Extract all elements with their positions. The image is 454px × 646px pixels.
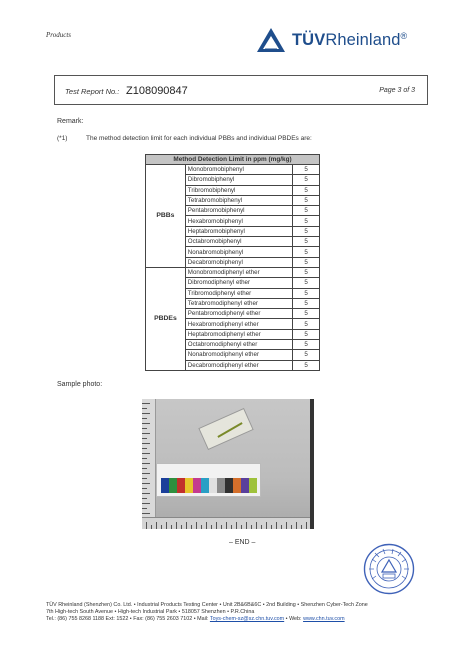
ruler-tick	[221, 525, 222, 529]
substance-cell: Pentabromodiphenyl ether	[185, 309, 293, 319]
logo-mark: ®	[400, 30, 408, 41]
ruler-tick	[142, 448, 147, 449]
limit-cell: 5	[293, 257, 320, 267]
limit-cell: 5	[293, 278, 320, 288]
limit-cell: 5	[293, 360, 320, 370]
substance-cell: Heptabromobiphenyl	[185, 226, 293, 236]
logo-wordmark	[292, 31, 407, 50]
photo-edge	[310, 399, 314, 529]
limit-cell: 5	[293, 329, 320, 339]
ruler-tick	[142, 443, 150, 444]
ruler-tick	[216, 522, 217, 529]
ruler-tick	[142, 488, 147, 489]
tuv-triangle-icon	[256, 27, 286, 53]
group-name-cell: PBBs	[146, 165, 186, 268]
ruler-tick	[142, 513, 150, 514]
substance-cell: Octabromodiphenyl ether	[185, 340, 293, 350]
substance-cell: Tetrabromodiphenyl ether	[185, 298, 293, 308]
detection-limit-table	[145, 154, 320, 371]
limit-cell: 5	[293, 350, 320, 360]
page-number: Page 3 of 3	[379, 87, 415, 94]
ruler-tick	[142, 478, 147, 479]
limit-cell: 5	[293, 288, 320, 298]
ruler-tick	[142, 403, 150, 404]
logo-text-bold: TÜV	[292, 30, 326, 49]
ruler-tick	[142, 438, 147, 439]
substance-cell: Heptabromodiphenyl ether	[185, 329, 293, 339]
footnote	[57, 135, 312, 142]
limit-cell: 5	[293, 267, 320, 277]
ruler-tick	[301, 525, 302, 529]
ruler-tick	[291, 525, 292, 529]
ruler-tick	[211, 525, 212, 529]
ruler-tick	[142, 453, 150, 454]
ruler-tick	[286, 522, 287, 529]
limit-cell: 5	[293, 226, 320, 236]
ruler-tick	[142, 493, 150, 494]
substance-cell: Monobromobiphenyl	[185, 165, 293, 175]
limit-cell: 5	[293, 206, 320, 216]
color-swatches	[161, 478, 257, 493]
substance-cell: Tribromobiphenyl	[185, 185, 293, 195]
substance-cell: Pentabromobiphenyl	[185, 206, 293, 216]
ruler-tick	[166, 522, 167, 529]
ruler-tick	[142, 498, 147, 499]
limit-cell: 5	[293, 165, 320, 175]
ruler-tick	[246, 522, 247, 529]
substance-cell: Tribromodiphenyl ether	[185, 288, 293, 298]
table-row	[146, 165, 320, 175]
substance-cell: Nonabromobiphenyl	[185, 247, 293, 257]
substance-cell: Dibromobiphenyl	[185, 175, 293, 185]
substance-cell: Hexabromobiphenyl	[185, 216, 293, 226]
ruler-tick	[142, 473, 150, 474]
ruler-tick	[236, 522, 237, 529]
ruler-tick	[142, 483, 150, 484]
table-body	[146, 165, 320, 371]
end-marker: – END –	[229, 539, 256, 546]
ruler-tick	[142, 463, 150, 464]
limit-cell: 5	[293, 185, 320, 195]
limit-cell: 5	[293, 175, 320, 185]
report-number: Z108090847	[126, 85, 188, 97]
footer-web-label: • Web:	[284, 616, 304, 623]
report-number-box	[54, 75, 428, 105]
web-link[interactable]: www.chn.tuv.com	[303, 616, 345, 623]
ruler-tick	[186, 522, 187, 529]
vertical-ruler	[142, 399, 156, 529]
substance-cell: Nonabromodiphenyl ether	[185, 350, 293, 360]
ruler-tick	[142, 418, 147, 419]
ruler-tick	[271, 525, 272, 529]
ruler-tick	[171, 525, 172, 529]
ruler-tick	[142, 508, 147, 509]
ruler-tick	[281, 525, 282, 529]
tuv-rheinland-logo	[256, 27, 407, 53]
ruler-tick	[142, 408, 147, 409]
substance-cell: Decabromobiphenyl	[185, 257, 293, 267]
ruler-tick	[276, 522, 277, 529]
sample-photo	[142, 399, 314, 529]
ruler-tick	[156, 522, 157, 529]
table-header: Method Detection Limit in ppm (mg/kg)	[146, 155, 320, 165]
ruler-tick	[266, 522, 267, 529]
substance-cell: Monobromodiphenyl ether	[185, 267, 293, 277]
ruler-tick	[196, 522, 197, 529]
table-header-row	[146, 155, 320, 165]
remark-heading: Remark:	[57, 118, 84, 125]
footer-contact: Tel.: (86) 755 8268 1188 Ext: 1522 • Fax: (86) 755 2603 7102 • Mail:	[46, 616, 210, 623]
limit-cell: 5	[293, 237, 320, 247]
ruler-tick	[231, 525, 232, 529]
substance-cell: Octabromobiphenyl	[185, 237, 293, 247]
substance-cell: Decabromodiphenyl ether	[185, 360, 293, 370]
limit-cell: 5	[293, 298, 320, 308]
footer-line-1: TÜV Rheinland (Shenzhen) Co. Ltd. • Industrial Products Testing Center • Unit 2B&6B&6C • 2nd Building • Shenzhen Cyber-Tech Zone	[46, 602, 368, 608]
horizontal-ruler	[142, 517, 314, 529]
logo-text-rest: Rheinland	[325, 30, 401, 49]
limit-cell: 5	[293, 340, 320, 350]
ruler-tick	[146, 522, 147, 529]
ruler-tick	[142, 458, 147, 459]
ruler-tick	[191, 525, 192, 529]
limit-cell: 5	[293, 195, 320, 205]
substance-cell: Dibromodiphenyl ether	[185, 278, 293, 288]
footnote-text: The method detection limit for each individual PBBs and individual PBDEs are:	[86, 135, 312, 142]
substance-cell: Hexabromodiphenyl ether	[185, 319, 293, 329]
ruler-tick	[226, 522, 227, 529]
ruler-tick	[142, 503, 150, 504]
limit-cell: 5	[293, 309, 320, 319]
ruler-tick	[151, 525, 152, 529]
ruler-tick	[206, 522, 207, 529]
footer-line-2: 7th High-tech South Avenue • High-tech Industrial Park • 518057 Shenzhen • P.R.China	[46, 609, 255, 616]
ruler-tick	[142, 433, 150, 434]
ruler-tick	[256, 522, 257, 529]
header-label: Products	[46, 31, 72, 39]
group-name-cell: PBDEs	[146, 267, 186, 370]
limit-cell: 5	[293, 247, 320, 257]
ruler-tick	[306, 522, 307, 529]
ruler-tick	[142, 413, 150, 414]
ruler-tick	[241, 525, 242, 529]
color-reference-card	[156, 463, 261, 497]
substance-cell: Tetrabromobiphenyl	[185, 195, 293, 205]
ruler-tick	[161, 525, 162, 529]
ruler-tick	[181, 525, 182, 529]
limit-cell: 5	[293, 216, 320, 226]
limit-cell: 5	[293, 319, 320, 329]
ruler-tick	[296, 522, 297, 529]
table-row	[146, 267, 320, 277]
page-footer	[46, 602, 368, 624]
ruler-tick	[201, 525, 202, 529]
report-number-label: Test Report No.:	[65, 87, 120, 96]
ruler-tick	[251, 525, 252, 529]
ruler-tick	[261, 525, 262, 529]
tuv-seal-stamp-icon	[363, 543, 415, 595]
footer-line-3	[46, 616, 368, 623]
ruler-tick	[142, 423, 150, 424]
ruler-tick	[142, 468, 147, 469]
sample-photo-label: Sample photo:	[57, 381, 103, 388]
ruler-tick	[142, 428, 147, 429]
ruler-tick	[176, 522, 177, 529]
footnote-ref: (*1)	[57, 135, 68, 142]
email-link[interactable]: Toys-chem-sz@sz.chn.tuv.com	[209, 616, 285, 623]
